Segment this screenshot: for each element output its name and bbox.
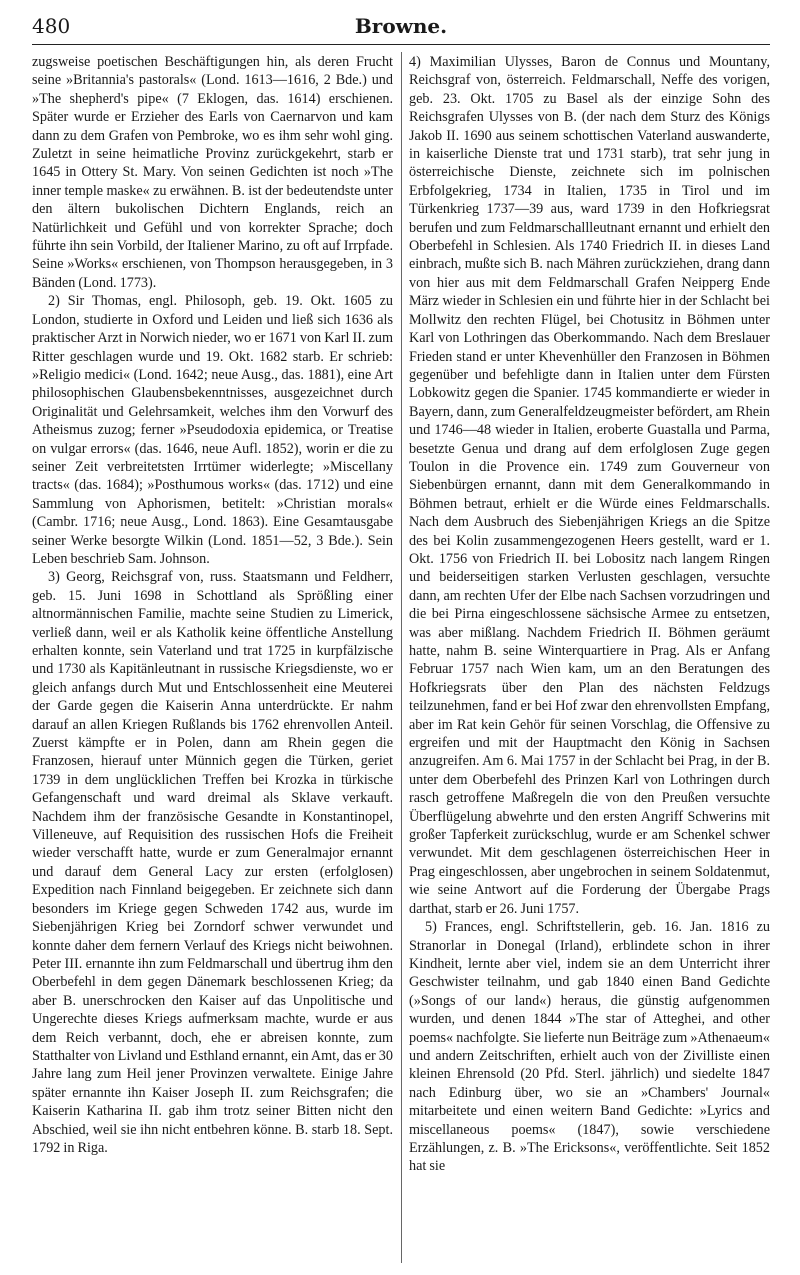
entry-thomas: 2) Sir Thomas, engl. Philosoph, geb. 19. Okt. 1605 zu London, studierte in Oxford und Leiden und ließ sich 1636 als praktischer Arzt in Norwich nieder, wo er 1671 von Karl II. zum Ritter geschlagen wurde und 19. Okt. 1682 starb. Er schrieb: »Religio medici« (Lond. 1642; neue Ausg., das. 1881), eine Art philosophischen Glaubensbekenntnisses, ausgezeichnet durch Originalität und Gelehrsamkeit, welches ihm den Vorwurf des Atheismus zuzog; ferner »Pseudodoxia epidemica, or Treatise on vulgar errors« (das. 1646, neue Aufl. 1852), worin er die zu seiner Zeit verbreitetsten Irrtümer widerlegte; »Miscellany tracts« (das. 1684); »Posthumous works« (das. 1712) und eine Sammlung von Aphorismen, betitelt: »Christian morals« (Cambr. 1716; neue Ausg., Lond. 1863). Eine Gesamtausgabe seiner Werke besorgte Wilkin (Lond. 1851—52, 3 Bde.). Sein Leben beschrieb Sam. Johnson. bbox=[32, 293, 393, 567]
page-number: 480 bbox=[32, 14, 71, 38]
entry-georg: 3) Georg, Reichsgraf von, russ. Staatsmann und Feldherr, geb. 15. Juni 1698 in Schottland als Sprößling einer altnormännischen Familie, machte seine Studien zu Limerick, verließ dann, weil er als Katholik keine öffentliche Anstellung erhalten konnte, sein Vaterland und trat 1725 in kurpfälzische und 1730 als Kapitänleutnant in russische Kriegsdienste, wo er gleich anfangs durch Mut und Entschlossenheit eine Meuterei der Garde gegen die Kaiserin Anna unterdrückte. Er nahm darauf an allen Kriegen Rußlands bis 1762 ehrenvollen Anteil. Zuerst kämpfte er in Polen, dann am Rhein gegen die Franzosen, hierauf unter Münnich gegen die Türken, geriet 1739 in dem unglücklichen Treffen bei Krozka in türkische Gefangenschaft und ward dreimal als Sklave verkauft. Nachdem ihm der französische Gesandte in Konstantinopel, Villeneuve, auf Requisition des russischen Hofs die Freiheit wieder verschafft hatte, wurde er zum Generalmajor ernannt und darauf dem General Lacy zur ersten (erfolglosen) Expedition nach Finnland beigegeben. Er zeichnete sich dann besonders im Kriege gegen Schweden 1742 aus, wurde im Siebenjährigen Krieg bei Zorndorf schwer verwundet und konnte daher dem fernern Verlauf des Kriegs nicht beiwohnen. Peter III. ernannte ihn zum Feldmarschall und übertrug ihm den Oberbefehl in dem gegen Dänemark beschlossenen Krieg; da aber B. unerschrocken den Kaiser auf das Unpolitische und Ungerechte dieses Kriegs aufmerksam machte, wurde er aus dem Reich verbannt, doch, ehe er abreisen konnte, zum Statthalter von Livland und Esthland ernannt, ein Amt, das er 30 Jahre lang zum Heil jener Provinzen verwaltete. Einige Jahre später ernannte ihn Kaiser Joseph II. zum Reichsgrafen; die Kaiserin Katharina II. gab ihm trotz seiner Bitten nicht den Abschied, weil sie ihn nicht entbehren könne. B. starb 18. Sept. 1792 in Riga. bbox=[32, 569, 393, 1156]
page-header bbox=[32, 0, 770, 45]
column-divider bbox=[401, 52, 402, 1263]
right-column bbox=[409, 53, 770, 1176]
left-column bbox=[32, 53, 393, 1176]
entry-frances: 5) Frances, engl. Schriftstellerin, geb. 16. Jan. 1816 zu Stranorlar in Donegal (Irland), erblindete schon in ihrer Kindheit, lernte aber viel, indem sie an dem Unterricht ihrer Geschwister teilnahm, und gab 1840 einen Band Gedichte (»Songs of our land«) heraus, die günstig aufgenommen wurden, und denen 1844 »The star of Atteghei, and other poems« nachfolgte. Sie lieferte nun Beiträge zum »Athenaeum« und andern Zeitschriften, erhielt auch von der Zivilliste einen kleinen Ehrensold (20 Pfd. Sterl. jährlich) und siedelte 1847 nach Edinburg über, wo sie an »Chambers' Journal« mitarbeitete und einen weitern Band Gedichte: »Lyrics and miscellaneous poems« (1847), sowie verschiedene Erzählungen, z. B. »The Ericksons«, veröffentlichte. Seit 1852 hat sie bbox=[409, 919, 770, 1175]
page-title: Browne. bbox=[354, 14, 448, 38]
entry-maximilian: 4) Maximilian Ulysses, Baron de Connus und Mountany, Reichsgraf von, österreich. Feldmarschall, Neffe des vorigen, geb. 23. Okt. 1705 zu Basel als der einzige Sohn des Reichsgrafen Ulysses von B. (der nach dem Sturz des Königs Jakob II. 1690 aus seinem schottischen Vaterland auswanderte, in kaiserliche Dienste trat und 1731 starb), trat sehr jung in österreichische Dienste, zeichnete sich im polnischen Erbfolgekrieg, 1734 in Italien, 1735 in Tirol und im Türkenkrieg 1737—39 aus, ward 1739 in den Hofkriegsrat berufen und zum Feldmarschallleutnant ernannt und erhielt den Oberbefehl in Schlesien. Als 1740 Friedrich II. in dieses Land einbrach, mußte sich B. nach Mähren zurückziehen, drang dann von hier aus mit dem Feldmarschall Grafen Neipperg Ende März wieder in Schlesien ein und führte hier in der Schlacht bei Mollwitz den rechten Flügel, bei Chotusitz in Böhmen unter Karl von Lothringen das Oberkommando. Nach dem Breslauer Frieden stand er unter Khevenhüller den Franzosen in Böhmen gegenüber und befehligte dann in Italien unter dem Fürsten Lobkowitz gegen die Spanier. 1745 kommandierte er wieder in Bayern, dann, zum Generalfeldzeugmeister befördert, am Rhein und 1746—48 wieder in Italien, eroberte Guastalla und Parma, besetzte Genua und drang auf dem erfolglosen Zuge gegen Toulon in die Provence ein. 1749 zum Gouverneur von Siebenbürgen ernannt, dann mit dem Generalkommando in Böhmen betraut, erhielt er die Würde eines Feldmarschalls. Nach dem Ausbruch des Siebenjährigen Kriegs an die Spitze des bei Kolin zusammengezogenen Heers gestellt, ward er 1. Okt. 1756 von Friedrich II. bei Lobositz nach langem Ringen und beiderseitigen starken Verlusten geschlagen, versuchte dann, am rechten Ufer der Elbe nach Sachsen vorzudringen und die bei Pirna eingeschlossene sächsische Armee zu entsetzen, was aber mißlang. Nachdem Friedrich II. Böhmen geräumt hatte, nahm B. seine Winterquartiere in Prag. Als er Anfang Februar 1757 nach Wien kam, um an den Beratungen des Hofkriegsrats über den Plan des nächsten Feldzugs teilzunehmen, fand er bei Hof zwar den ehrenvollsten Empfang, aber im Rat kein Gehör für seinen Vorschlag, die Offensive zu ergreifen und mit der Hauptmacht den König in Sachsen anzugreifen. Am 6. Mai 1757 in der Schlacht bei Prag, in der B. unter dem Oberbefehl des Prinzen Karl von Lothringen durch rasch getroffene Maßregeln die von den Preußen versuchte Überflügelung abwehrte und den ersten Angriff Schwerins mit großer Tapferkeit zurückschlug, wurde er am Schenkel schwer verwundet. Mit dem geschlagenen österreichischen Heer in Prag eingeschlossen, aber ungebrochen in seinem Soldatenmut, wie seine Antwort auf die Forderung der Übergabe Prags darthat, starb er 26. Juni 1757. bbox=[409, 54, 770, 917]
paragraph: zugsweise poetischen Beschäftigungen hin, als deren Frucht seine »Britannia's pastorals« (Lond. 1613—1616, 2 Bde.) und »The shepherd's pipe« (7 Eklogen, das. 1614) erschienen. Später wurde er Erzieher des Earls von Caernarvon und kam dann zu dem Grafen von Pembroke, wo es ihm sehr wohl ging. Zuletzt in seine heimatliche Provinz zurückgekehrt, starb er 1645 in Ottery St. Mary. Von seinen Gedichten ist noch »The inner temple maske« zu erwähnen. B. ist der bedeutendste unter den ältern bukolischen Dichtern Englands, reich an Natürlichkeit und Gefühl und von korrekter Sprache; doch führte ihn sein Vorbild, der Italiener Marino, zu oft auf Irrpfade. Seine »Works« erschienen, von Thompson herausgegeben, in 3 Bänden (Lond. 1773). bbox=[32, 54, 393, 291]
